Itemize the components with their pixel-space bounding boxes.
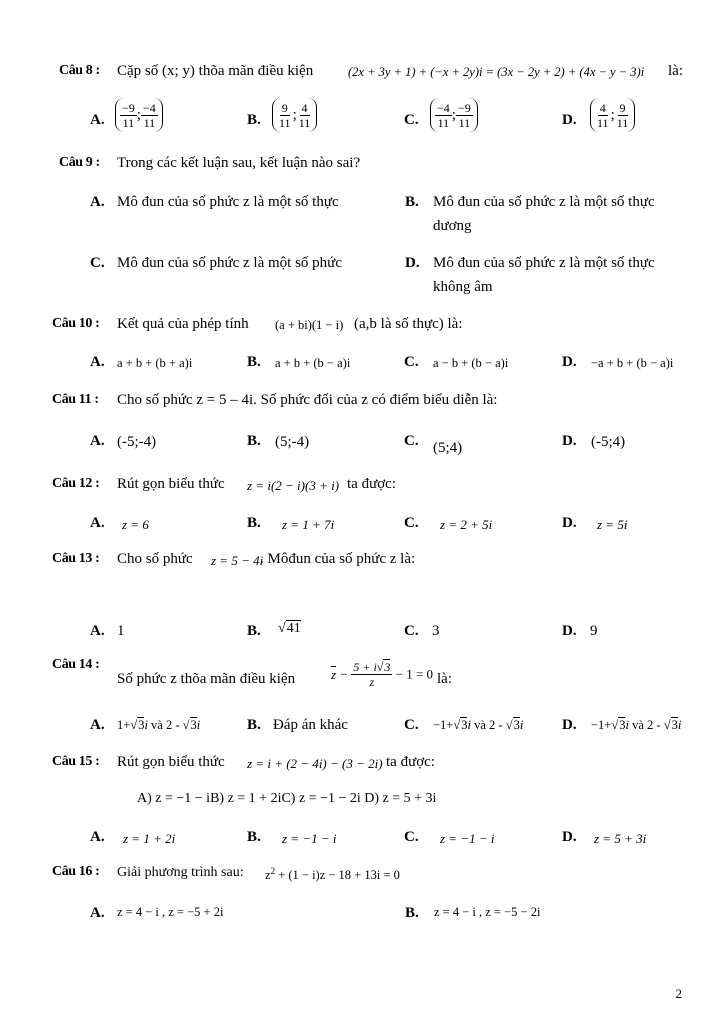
option-c[interactable]: −1+√3i và 2 - √3i [433,718,524,732]
option-b-label: B. [405,905,419,921]
option-c[interactable]: 3 [432,623,440,639]
question-text: Rút gọn biểu thức [117,754,225,770]
option-c-label: C. [90,255,105,271]
option-b[interactable]: Đáp án khác [273,717,348,733]
expression: z = i + (2 − 4i) − (3 − 2i) [247,756,383,771]
option-c-label: C. [404,112,419,128]
option-a-label: A. [90,433,105,449]
option-c-label: C. [404,717,419,733]
option-d[interactable]: −1+√3i và 2 - √3i [591,718,682,732]
expression: z = 5 − 4i [211,553,264,568]
option-b[interactable]: Mô đun của số phức z là một số thực [433,194,655,210]
question-label: Câu 10 : [52,316,100,331]
option-c-label: C. [404,829,419,845]
inline-choices: A) z = −1 − iB) z = 1 + 2iC) z = −1 − 2i D) z = 5 + 3i [137,791,437,806]
question-suffix: (a,b là số thực) là: [354,316,463,332]
option-c[interactable]: (5;4) [433,440,463,456]
question-text: Kết quả của phép tính [117,316,249,332]
option-d-label: D. [562,433,577,449]
question-text: Rút gọn biểu thức [117,476,225,492]
option-d[interactable]: z = 5 + 3i [594,831,647,846]
option-b[interactable]: (5;-4) [275,434,310,450]
option-d-label: D. [562,354,577,370]
option-b[interactable]: a + b + (b − a)i [275,356,351,370]
option-c[interactable]: z = −1 − i [440,831,495,846]
option-a-label: A. [90,623,105,639]
condition-equation: (2x + 3y + 1) + (−x + 2y)i = (3x − 2y + 2) + (4x − y − 3)i [348,65,645,79]
option-a-label: A. [90,905,105,921]
question-label: Câu 8 : [59,63,100,78]
option-a[interactable]: (-5;-4) [117,434,157,450]
option-c-label: C. [404,515,419,531]
option-d[interactable]: z = 5i [597,517,628,532]
option-d-label: D. [405,255,420,271]
option-b-label: B. [247,829,261,845]
question-text: Cho số phức z = 5 – 4i. Số phức đối của z có điểm biểu diễn là: [117,392,498,408]
question-label: Câu 14 : [52,657,100,672]
option-a[interactable]: Mô đun của số phức z là một số thực [117,194,339,210]
question-text: Số phức z thõa mãn điều kiện [117,671,296,687]
option-d[interactable]: Mô đun của số phức z là một số thực [433,255,655,271]
question-label: Câu 9 : [59,155,100,170]
question-text: Giải phương trình sau: [117,865,244,880]
option-b[interactable]: $\frac{9}{11}$ ; $\frac{4}{11}$ [272,98,317,132]
question-suffix: là: [668,63,683,79]
option-a[interactable]: z = 4 − i , z = −5 + 2i [117,905,224,919]
option-c[interactable]: z = 2 + 5i [440,517,493,532]
option-b[interactable]: z = −1 − i [282,831,337,846]
option-a[interactable]: $\frac{-9}{11}$ ; $\frac{-4}{11}$ [115,98,163,132]
option-b[interactable]: z = 4 − i , z = −5 − 2i [434,905,541,919]
option-a[interactable]: z = 6 [122,517,149,532]
question-suffix: ta được: [347,476,396,492]
option-c[interactable]: $\frac{-4}{11}$ ; $\frac{-9}{11}$ [430,98,478,132]
page-number: 2 [675,986,682,1001]
option-b[interactable]: √41 [278,621,301,636]
option-d-label: D. [562,717,577,733]
option-b-label: B. [247,515,261,531]
question-label: Câu 11 : [52,392,99,407]
question-suffix: là: [437,671,452,687]
question-text: Trong các kết luận sau, kết luận nào sai? [117,155,361,171]
option-d-continued: không âm [433,279,493,295]
option-a-label: A. [90,829,105,845]
option-a-label: A. [90,112,105,128]
option-a-label: A. [90,515,105,531]
question-label: Câu 12 : [52,476,100,491]
option-d-label: D. [562,112,577,128]
question-label: Câu 15 : [52,754,100,769]
option-d-label: D. [562,515,577,531]
expression: z = i(2 − i)(3 + i) [247,478,340,493]
question-text: Cho số phức [117,551,193,567]
option-a[interactable]: 1 [117,623,125,639]
option-d[interactable]: 9 [590,623,598,639]
option-b-label: B. [247,623,261,639]
question-label: Câu 13 : [52,551,100,566]
option-a[interactable]: a + b + (b + a)i [117,356,193,370]
option-d[interactable]: (-5;4) [591,434,626,450]
option-b-label: B. [247,717,261,733]
question-text: Cặp số (x; y) thõa mãn điều kiện [117,63,314,79]
option-d-label: D. [562,623,577,639]
option-c-label: C. [404,433,419,449]
option-a[interactable]: z = 1 + 2i [123,831,176,846]
option-c-label: C. [404,354,419,370]
condition-equation: $\overline{z}$ − $\frac{5 + i√3}{z}$ − 1 = 0 [331,660,434,689]
option-a-label: A. [90,354,105,370]
option-d-label: D. [562,829,577,845]
option-b[interactable]: z = 1 + 7i [282,517,335,532]
option-a[interactable]: 1+√3i và 2 - √3i [117,718,201,732]
option-c[interactable]: Mô đun của số phức z là một số phức [117,255,342,271]
option-b-label: B. [247,354,261,370]
option-b-label: B. [247,112,261,128]
option-c-label: C. [404,623,419,639]
expression: (a + bi)(1 − i) [275,318,344,332]
question-label: Câu 16 : [52,864,100,879]
option-d[interactable]: −a + b + (b − a)i [591,356,674,370]
option-a-label: A. [90,194,105,210]
equation: $z^2 + (1 - i)z - 18 + 13i = 0$ [265,866,400,883]
option-d[interactable]: $\frac{4}{11}$ ; $\frac{9}{11}$ [590,98,635,132]
option-c[interactable]: a − b + (b − a)i [433,356,509,370]
question-suffix: . Môđun của số phức z là: [260,551,416,567]
option-b-label: B. [247,433,261,449]
option-a-label: A. [90,717,105,733]
option-b-label: B. [405,194,419,210]
option-b-continued: dương [433,218,472,234]
question-suffix: ta được: [386,754,435,770]
